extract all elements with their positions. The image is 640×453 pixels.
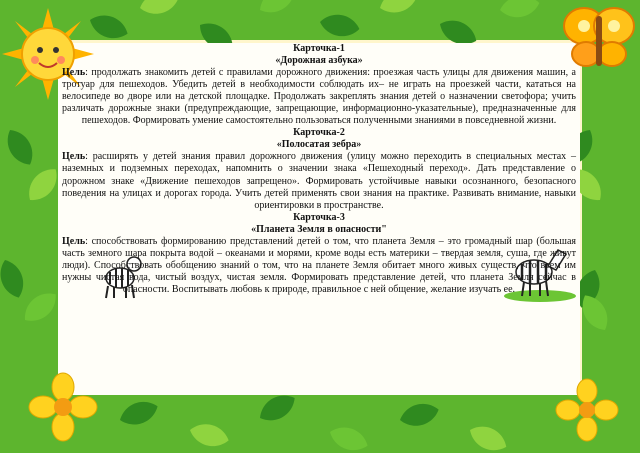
goal-text: : расширять у детей знания правил дорожного движения (улицу можно переходить в специальных местах – наземных и подземных переходах, напомнить о значении знака «Пешеходный переход». Дать представление о дорожном знаке «Движение пешеходов запрещено». Формировать устойчивые навыки осознанного, безопасного поведения на улицах и дорогах города. Учить детей применять свои знания на практике. Развивать внимание, навыки ориентировки в пространстве. (62, 151, 576, 211)
goal-text: : способствовать формированию представлений детей о том, что планета Земля – это громадный шар (большая часть земного шара покрыта водой – океанами и морями, кроме воды есть материки – твердая земля, суша, где живут люди). Способствовать обобщению знаний о том, что на планете Земля обитает много живых существ, что всем им нужны чистая вода, чистый воздух, чистая земля. Формировать представление детей, что планета Земля сейчас в опасности. Воспитывать любовь к природе, правильное с ней общение, желание изучать ее. (62, 235, 576, 295)
card-title: «Планета Земля в опасности" (251, 223, 387, 235)
card-number: Карточка-3 (293, 211, 345, 223)
card-goal (62, 67, 576, 127)
card-2 (62, 127, 576, 211)
flower-right-icon (555, 378, 619, 442)
card-title: «Дорожная азбука» (275, 55, 363, 67)
flower-left-icon (28, 372, 98, 442)
card-goal (62, 151, 576, 211)
card-number: Карточка-2 (293, 127, 345, 139)
goal-text: : продолжать знакомить детей с правилами дорожного движения: проезжая часть улицы для движения машин, а тротуар для пешеходов. Убедить детей в необходимости соблюдать их– не играть на проезжей части, кататься на велосипеде во дворе или на детской площадке. Продолжать закреплять знания детей о назначении светофора; учить различать дорожные знаки (предупреждающие, запрещающие, информационно-указательные), предназначенные для пешеходов. Формировать умение самостоятельно пользоваться полученными знаниями в повседневной жизни. (62, 67, 576, 127)
card-title: «Полосатая зебра» (276, 139, 362, 151)
goal-label: Цель (62, 235, 86, 247)
card-1 (62, 43, 576, 127)
cards-text (62, 43, 576, 296)
goal-label: Цель (62, 151, 86, 163)
goal-label: Цель (62, 67, 86, 79)
card-3 (62, 212, 576, 296)
card-goal (62, 236, 576, 296)
card-number: Карточка-1 (293, 43, 345, 54)
